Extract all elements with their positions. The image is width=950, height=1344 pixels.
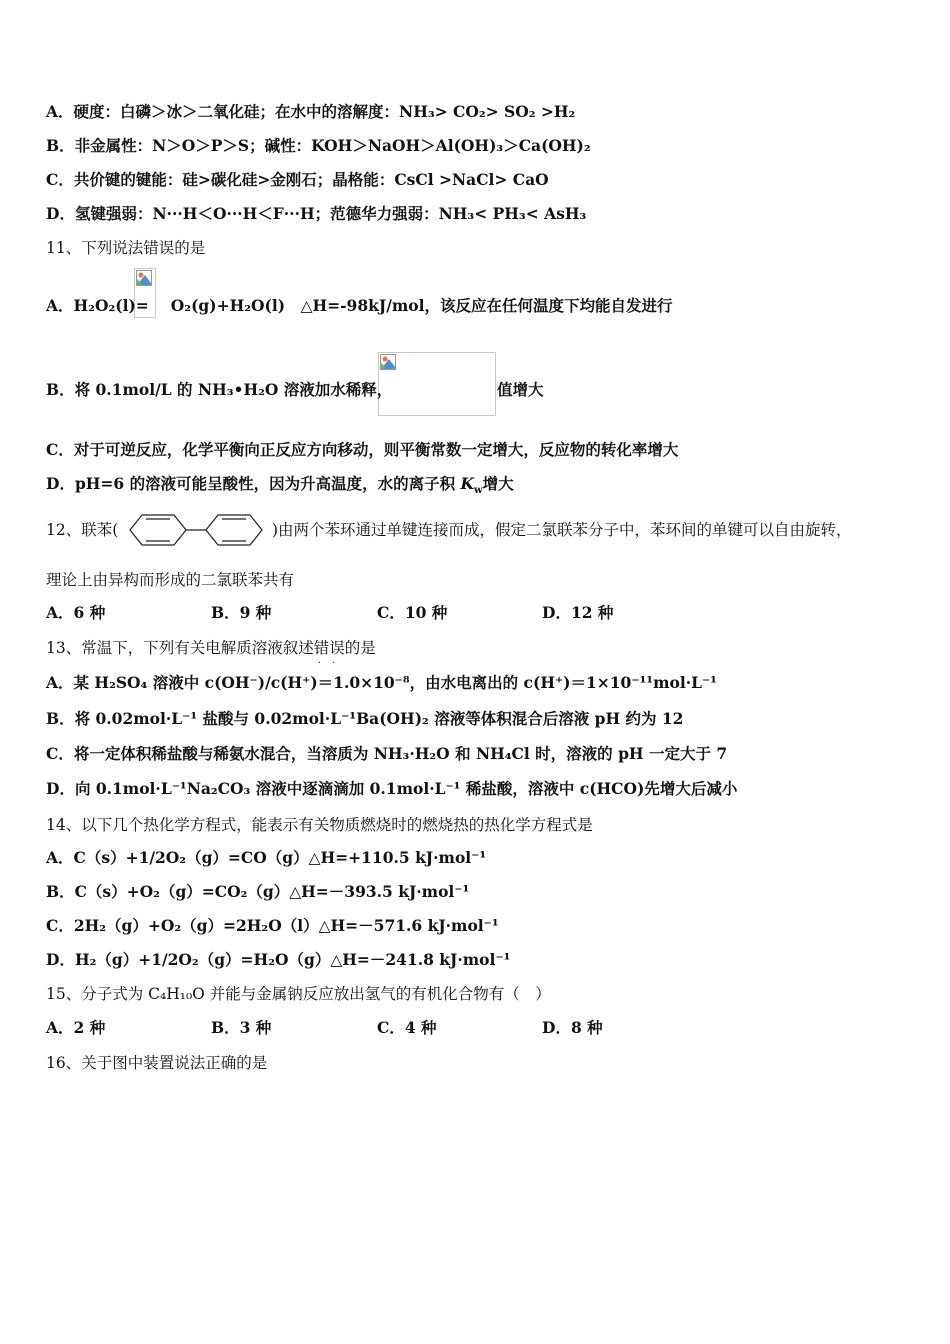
q13-stem-prefix: 13、常温下，下列有关电解质溶液叙述 — [46, 639, 314, 657]
q11-option-b — [46, 380, 392, 400]
broken-image-icon — [136, 270, 152, 286]
q10-option-d: D．氢键强弱：N···H＜O···H＜F···H；范德华力强弱：NH₃< PH₃< AsH₃ — [46, 204, 587, 223]
q11-d-prefix: D．pH=6 的溶液可能呈酸性，因为升高温度，水的离子积 — [46, 474, 461, 493]
q15-option-b: B．3 种 — [211, 1018, 272, 1037]
q10-option-a: A．硬度：白磷＞冰＞二氧化硅；在水中的溶解度：NH₃> CO₂> SO₂ >H₂ — [46, 102, 576, 121]
q15-option-a: A．2 种 — [46, 1018, 106, 1037]
q15-stem: 15、分子式为 C₄H₁₀O 并能与金属钠反应放出氢气的有机化合物有（ ） — [46, 985, 551, 1003]
q14-option-a: A．C（s）+1/2O₂（g）=CO（g）△H=+110.5 kJ·mol⁻¹ — [46, 848, 487, 867]
q13-stem — [46, 638, 376, 658]
q16-stem: 16、关于图中装置说法正确的是 — [46, 1054, 268, 1072]
q10-option-b: B．非金属性：N＞O＞P＞S；碱性：KOH＞NaOH＞Al(OH)₃＞Ca(OH)₂ — [46, 136, 591, 155]
q12-option-c: C．10 种 — [377, 603, 448, 622]
q14-option-b: B．C（s）+O₂（g）=CO₂（g）△H=－393.5 kJ·mol⁻¹ — [46, 882, 470, 901]
q13-stem-emphasis: 错误 . . — [314, 639, 345, 657]
q14-stem: 14、以下几个热化学方程式，能表示有关物质燃烧时的燃烧热的热化学方程式是 — [46, 816, 593, 834]
q11-option-a — [46, 296, 673, 316]
q13-stem-suffix: 的是 — [344, 639, 376, 657]
q12-option-d: D．12 种 — [542, 603, 614, 622]
q11-option-c: C．对于可逆反应，化学平衡向正反应方向移动，则平衡常数一定增大，反应物的转化率增大 — [46, 440, 679, 459]
q12-option-a: A．6 种 — [46, 603, 106, 622]
q15-option-c: C．4 种 — [377, 1018, 437, 1037]
q11-option-d — [46, 474, 514, 497]
q12-option-b: B．9 种 — [211, 603, 272, 622]
q13-option-a: A．某 H₂SO₄ 溶液中 c(OH⁻)/c(H⁺)＝1.0×10⁻⁸，由水电离出的 c(H⁺)＝1×10⁻¹¹mol·L⁻¹ — [46, 673, 717, 692]
q11-stem: 11、下列说法错误的是 — [46, 239, 206, 257]
q11-d-suffix: 增大 — [482, 474, 514, 493]
q11-d-w: w — [473, 485, 483, 497]
q13-option-c: C．将一定体积稀盐酸与稀氨水混合，当溶质为 NH₃·H₂O 和 NH₄Cl 时，溶液的 pH 一定大于 7 — [46, 744, 728, 763]
q14-option-c: C．2H₂（g）+O₂（g）=2H₂O（l）△H=－571.6 kJ·mol⁻¹ — [46, 916, 499, 935]
q11-b-suffix: 值增大 — [497, 380, 544, 399]
q14-option-d: D．H₂（g）+1/2O₂（g）=H₂O（g）△H=－241.8 kJ·mol⁻¹ — [46, 950, 511, 969]
q11-a-suffix: O₂(g)+H₂O(l) △H=-98kJ/mol，该反应在任何温度下均能自发进行 — [170, 296, 673, 315]
broken-image-icon — [380, 354, 396, 370]
biphenyl-structure — [118, 510, 278, 550]
q15-option-d: D．8 种 — [542, 1018, 603, 1037]
q11-b-prefix: B．将 0.1mol/L 的 NH₃•H₂O 溶液加水稀释， — [46, 380, 393, 399]
q12-stem-prefix: 12、联苯( — [46, 521, 119, 539]
q11-a-prefix: A．H₂O₂(l)= — [46, 296, 149, 315]
q12-stem-line2: 理论上由异构而形成的二氯联苯共有 — [46, 571, 295, 589]
q11-b-missing-image — [378, 352, 496, 416]
q11-d-k: K — [460, 474, 474, 493]
q13-option-d: D．向 0.1mol·L⁻¹Na₂CO₃ 溶液中逐滴滴加 0.1mol·L⁻¹ 稀盐酸，溶液中 c(HCO)先增大后减小 — [46, 779, 738, 798]
q13-option-b: B．将 0.02mol·L⁻¹ 盐酸与 0.02mol·L⁻¹Ba(OH)₂ 溶液等体积混合后溶液 pH 约为 12 — [46, 709, 684, 728]
q12-stem-suffix: )由两个苯环通过单键连接而成，假定二氯联苯分子中，苯环间的单键可以自由旋转， — [272, 521, 852, 539]
q10-option-c: C．共价键的键能：硅>碳化硅>金刚石；晶格能：CsCl >NaCl> CaO — [46, 170, 549, 189]
